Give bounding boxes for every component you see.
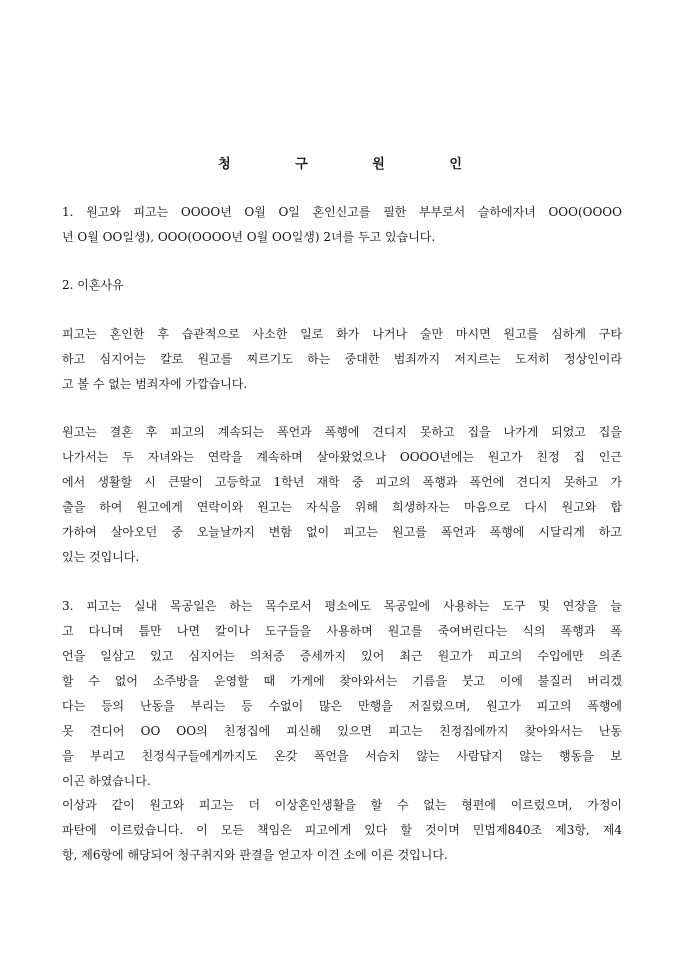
paragraph-separation <box>62 420 622 570</box>
text-line: 을 부리고 친정식구들에게까지도 온갖 폭언을 서슴치 않는 사람답지 않는 행동을 보 <box>62 749 622 763</box>
text-line: 원고는 결혼 후 피고의 계속되는 폭언과 폭행에 견디지 못하고 집을 나가게 되었고 집을 <box>62 425 622 439</box>
text-line: 있는 것입니다. <box>62 550 140 564</box>
paragraph-marriage-facts <box>62 200 622 250</box>
text-line: 피고는 혼인한 후 습관적으로 사소한 일로 화가 나거나 술만 마시면 원고를 심하게 구타 <box>62 327 622 341</box>
text-line: 나가서는 두 자녀와는 연락을 계속하며 살아왔었으나 OOOO년에는 원고가 친정 집 인근 <box>62 450 622 464</box>
text-line: 1. 원고와 피고는 OOOO년 O월 O일 혼인신고를 필한 부부로서 슬하에자녀 OOO(OOOO <box>62 205 622 219</box>
paragraph-threats <box>62 594 622 794</box>
text-line: 다는 등의 난동을 부리는 등 수없이 많은 만행을 저질렀으며, 원고가 피고의 폭행에 <box>62 699 622 713</box>
text-line: 고 볼 수 없는 범죄자에 가깝습니다. <box>62 377 248 391</box>
text-line: 고 다니며 틈만 나면 칼이나 도구들을 사용하며 원고를 죽여버린다는 식의 폭행과 폭 <box>62 624 622 638</box>
text-line: 년 O월 OO일생), OOO(OOOO년 O월 OO일생) 2녀를 두고 있습니다. <box>62 230 436 244</box>
text-line: 하고 심지어는 칼로 원고를 찌르기도 하는 중대한 범죄까지 저지르는 도저히 정상인이라 <box>62 352 622 366</box>
text-line: 못 견디어 OO OO의 친정집에 피신해 있으면 피고는 친정집에까지 찾아와서는 난동 <box>62 724 622 738</box>
page-title: 청 구 원 인 <box>218 157 492 172</box>
text-line: 파탄에 이르렀습니다. 이 모든 책임은 피고에게 있다 할 것이며 민법제840조 제3항, 제4 <box>62 823 622 837</box>
text-line: 3. 피고는 실내 목공일은 하는 목수로서 평소에도 목공일에 사용하는 도구 및 연장을 늘 <box>62 599 622 613</box>
paragraph-conclusion <box>62 793 622 868</box>
text-line: 항, 제6항에 해당되어 청구취지와 판결을 얻고자 이건 소에 이른 것입니다. <box>62 848 448 862</box>
paragraph-violence <box>62 322 622 397</box>
text-line: 가하여 살아오던 중 오늘날까지 변함 없이 피고는 원고를 폭언과 폭행에 시달리게 하고 <box>62 525 622 539</box>
text-line: 출을 하여 원고에게 연락이와 원고는 자식을 위해 희생하자는 마음으로 다시 원고와 합 <box>62 500 622 514</box>
text-line: 할 수 없어 소주방을 운영할 때 가게에 찾아와서는 기름을 붓고 이에 불질러 버리겠 <box>62 674 622 688</box>
text-line: 에서 생활할 시 큰딸이 고등학교 1학년 재학 중 피고의 폭행과 폭언에 견디지 못하고 가 <box>62 475 622 489</box>
text-line: 이상과 같이 원고와 피고는 더 이상혼인생활을 할 수 없는 형편에 이르렀으며, 가정이 <box>62 798 622 812</box>
text-line: 언을 일삼고 있고 심지어는 의처증 증세까지 있어 최근 원고가 피고의 수입에만 의존 <box>62 649 622 663</box>
text-line: 이곤 하였습니다. <box>62 774 151 788</box>
section-heading-divorce-reason: 2. 이혼사유 <box>62 278 124 292</box>
